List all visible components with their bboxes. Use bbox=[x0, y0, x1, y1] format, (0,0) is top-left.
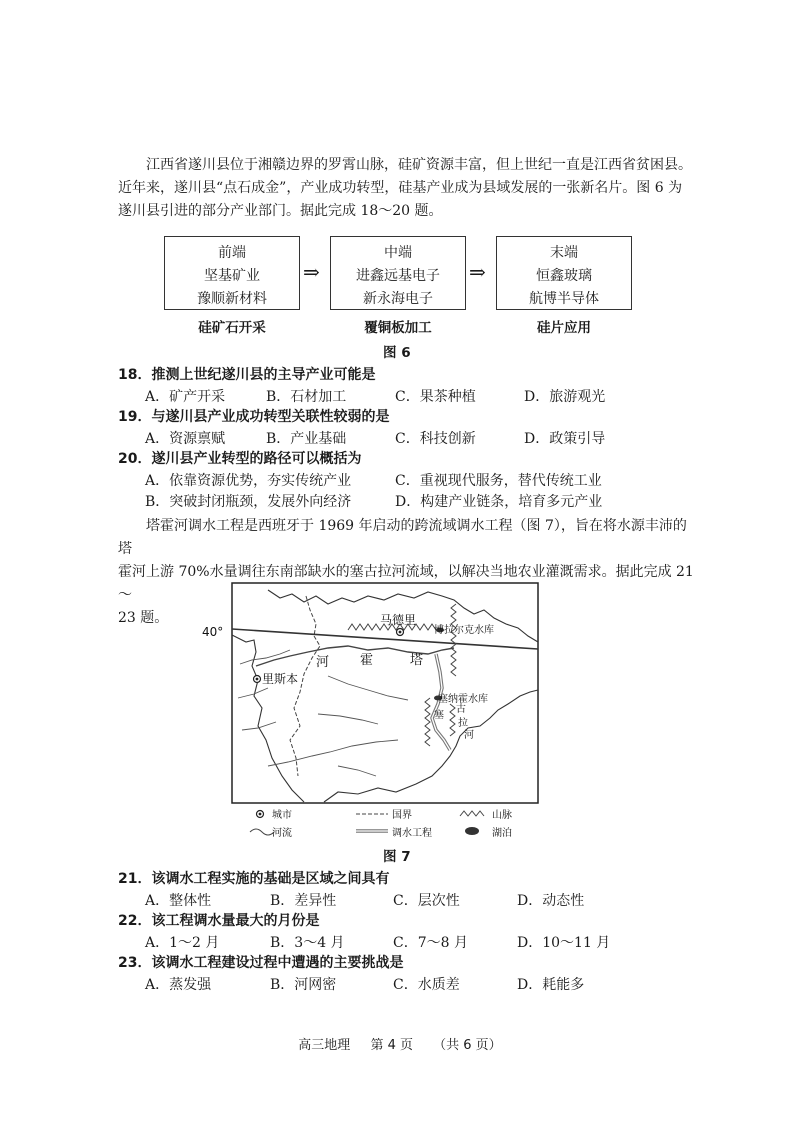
box-item: 恒鑫玻璃 bbox=[536, 268, 592, 284]
box-item: 进鑫远基电子 bbox=[356, 268, 440, 284]
passage-line: 江西省遂川县位于湘赣边界的罗霄山脉，硅矿资源丰富，但上世纪一直是江西省贫困县。 bbox=[146, 157, 692, 173]
city-label: 马德里 bbox=[380, 613, 417, 627]
passage-line: 遂川县引进的部分产业部门。据此完成 18～20 题。 bbox=[118, 203, 443, 219]
footer-total: （共 6 页） bbox=[433, 1038, 502, 1053]
option[interactable]: A．1～2 月 bbox=[145, 935, 220, 951]
footer-page: 第 4 页 bbox=[370, 1038, 413, 1053]
stage-box-middle bbox=[330, 236, 466, 310]
stage-label: 硅矿石开采 bbox=[198, 320, 266, 336]
arrow-right-icon: ⇒ bbox=[303, 260, 320, 284]
option[interactable]: D．耗能多 bbox=[517, 977, 585, 993]
legend-label: 湖泊 bbox=[492, 828, 512, 839]
option[interactable]: C．水质差 bbox=[393, 977, 460, 993]
stage-box-front bbox=[164, 236, 300, 310]
question-22: 22．该工程调水量最大的月份是 bbox=[118, 913, 320, 929]
legend-label: 河流 bbox=[272, 828, 292, 839]
box-item: 航博半导体 bbox=[529, 291, 599, 307]
stage-box-end bbox=[496, 236, 632, 310]
box-item: 坚基矿业 bbox=[204, 268, 260, 284]
question-18: 18．推测上世纪遂川县的主导产业可能是 bbox=[118, 367, 376, 383]
passage-line: 近年来，遂川县“点石成金”，产业成功转型，硅基产业成为县域发展的一张新名片。图 6 为 bbox=[118, 180, 683, 196]
option[interactable]: B．突破封闭瓶颈，发展外向经济 bbox=[145, 494, 352, 510]
option[interactable]: B．3～4 月 bbox=[270, 935, 345, 951]
footer-subject: 高三地理 bbox=[298, 1038, 351, 1053]
option[interactable]: D．政策引导 bbox=[524, 431, 606, 447]
latitude-label: 40° bbox=[202, 625, 224, 639]
river-label: 古 bbox=[456, 704, 466, 715]
passage-line: 塔霍河调水工程是西班牙于 1969 年启动的跨流域调水工程（图 7），旨在将水源丰沛的塔 bbox=[118, 518, 687, 557]
option[interactable]: B．差异性 bbox=[270, 893, 337, 909]
box-item: 豫顺新材料 bbox=[197, 291, 267, 307]
box-title: 前端 bbox=[218, 245, 246, 261]
river-label: 塔 bbox=[410, 653, 424, 668]
box-title: 中端 bbox=[384, 245, 412, 261]
option[interactable]: C．果茶种植 bbox=[395, 389, 476, 405]
legend-label: 城市 bbox=[272, 810, 292, 821]
reservoir-label: 塞纳霍水库 bbox=[438, 694, 488, 705]
arrow-right-icon: ⇒ bbox=[469, 260, 486, 284]
map-legend bbox=[250, 808, 512, 839]
stage-label: 覆铜板加工 bbox=[364, 320, 432, 336]
passage-18-20 bbox=[118, 154, 698, 223]
river-label: 霍 bbox=[360, 653, 374, 668]
option[interactable]: B．河网密 bbox=[270, 977, 337, 993]
passage-line: 23 题。 bbox=[118, 610, 169, 626]
passage-line: 霍河上游 70%水量调往东南部缺水的塞古拉河流域，以解决当地农业灌溉需求。据此完成 21～ bbox=[118, 564, 694, 603]
legend-label: 国界 bbox=[392, 810, 412, 821]
box-title: 末端 bbox=[550, 245, 578, 261]
figure-7-map bbox=[202, 580, 558, 842]
box-item: 新永海电子 bbox=[363, 291, 433, 307]
figure-caption: 图 7 bbox=[383, 849, 411, 865]
question-21: 21．该调水工程实施的基础是区域之间具有 bbox=[118, 871, 390, 887]
option[interactable]: B．石材加工 bbox=[266, 389, 347, 405]
reservoir-label: 博拉尔克水库 bbox=[434, 625, 494, 636]
option[interactable]: D．10～11 月 bbox=[517, 935, 611, 951]
option[interactable]: C．科技创新 bbox=[395, 431, 476, 447]
option[interactable]: A．依靠资源优势，夯实传统产业 bbox=[145, 473, 352, 489]
option[interactable]: D．动态性 bbox=[517, 893, 585, 909]
option[interactable]: D．旅游观光 bbox=[524, 389, 606, 405]
legend-label: 调水工程 bbox=[392, 828, 432, 839]
figure-caption: 图 6 bbox=[383, 345, 411, 361]
legend-label: 山脉 bbox=[492, 810, 512, 821]
option[interactable]: A．蒸发强 bbox=[145, 977, 212, 993]
option[interactable]: D．构建产业链条，培育多元产业 bbox=[395, 494, 603, 510]
river-label: 塞 bbox=[434, 710, 444, 721]
question-23: 23．该调水工程建设过程中遭遇的主要挑战是 bbox=[118, 955, 404, 971]
option[interactable]: C．7～8 月 bbox=[393, 935, 468, 951]
river-label: 河 bbox=[316, 655, 330, 670]
city-label: 里斯本 bbox=[262, 672, 299, 686]
river-label: 拉 bbox=[458, 718, 468, 729]
stage-label: 硅片应用 bbox=[537, 320, 591, 336]
question-20: 20．遂川县产业转型的路径可以概括为 bbox=[118, 451, 362, 467]
question-19: 19．与遂川县产业成功转型关联性较弱的是 bbox=[118, 409, 390, 425]
option[interactable]: A．矿产开采 bbox=[145, 389, 226, 405]
option[interactable]: C．重视现代服务，替代传统工业 bbox=[395, 473, 602, 489]
option[interactable]: B．产业基础 bbox=[266, 431, 347, 447]
river-label: 河 bbox=[464, 730, 474, 741]
page-footer bbox=[0, 1034, 800, 1053]
option[interactable]: A．整体性 bbox=[145, 893, 212, 909]
option[interactable]: A．资源禀赋 bbox=[145, 431, 226, 447]
option[interactable]: C．层次性 bbox=[393, 893, 460, 909]
